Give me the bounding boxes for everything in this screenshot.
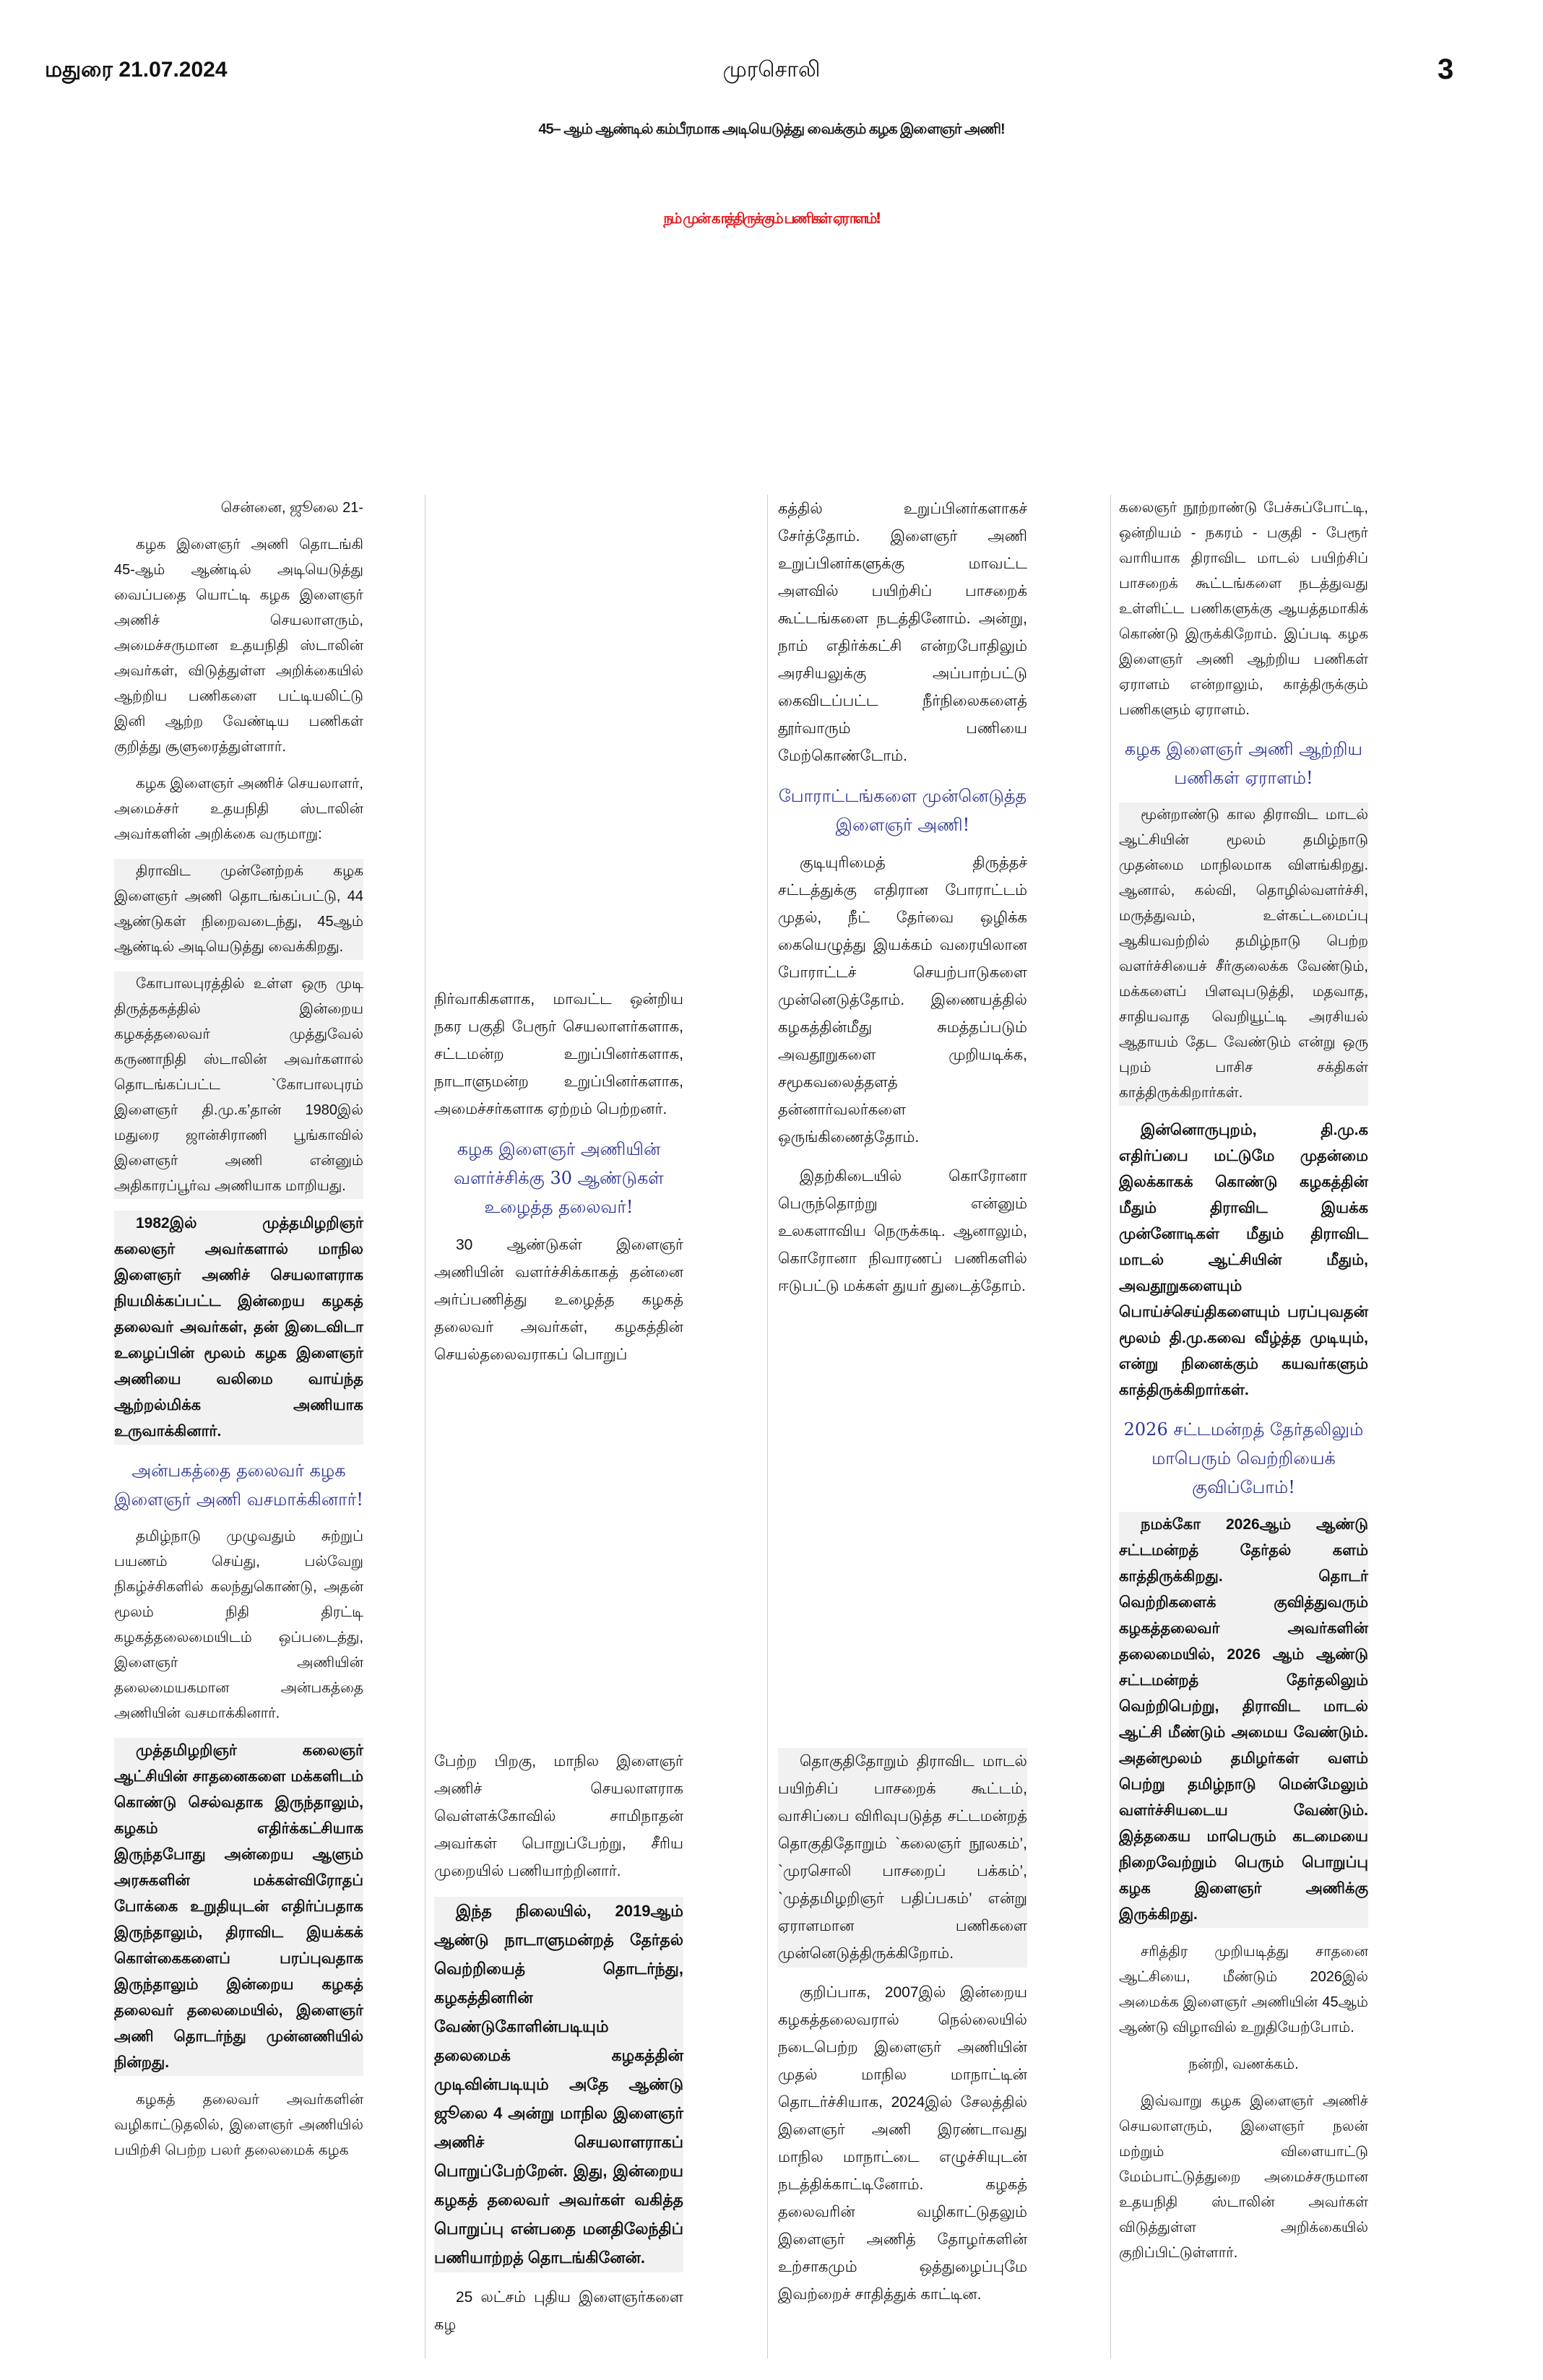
article-dateline: சென்னை, ஜூலை 21- — [220, 500, 363, 516]
column-divider — [767, 495, 768, 2358]
column-divider — [1110, 495, 1111, 2358]
paragraph: கத்தில் உறுப்பினர்களாகச் சேர்த்தோம். இளைஞர் அணி உறுப்பினர்களுக்கு மாவட்ட அளவில் பயிற்சிப் பாசறைக் கூட்டங்களை நடத்தினோம். அன்று, நாம் எதிர்க்கட்சி என்றபோதிலும் அரசியலுக்கு அப்பாற்பட்டு கைவிடப்பட்ட நீர்நிலைகளைத் தூர்வாரும் பணியை மேற்கொண்டோம். — [778, 501, 1027, 764]
paragraph: இதற்கிடையில் கொரோனா பெருந்தொற்று என்னும் உலகளாவிய நெருக்கடி. ஆனாலும், கொரோனா நிவாரணப் பணிகளில் ஈடுபட்டு மக்கள் துயர் துடைத்தோம். — [778, 1168, 1027, 1294]
subheading: கழக இளைஞர் அணி ஆற்றிய பணிகள் ஏராளம்! — [1124, 739, 1363, 788]
subheading: போராட்டங்களை முன்னெடுத்த இளைஞர் அணி! — [778, 786, 1027, 835]
page-number: 3 — [1438, 53, 1454, 85]
paragraph: கழக இளைஞர் அணி தொடங்கி 45-ஆம் ஆண்டில் அடியெடுத்து வைப்பதை யொட்டி கழக இளைஞர் அணிச் செயலாளரும், அமைச்சருமான உதயநிதி ஸ்டாலின் அவர்கள், விடுத்துள்ள அறிக்கையில் ஆற்றிய பணிகளை பட்டியலிட்டு இனி ஆற்ற வேண்டிய பணிகள் குறித்து சூளுரைத்துள்ளார். — [114, 537, 363, 755]
page-dateline: மதுரை 21.07.2024 — [45, 58, 228, 82]
article-column-3-bottom — [778, 1748, 1027, 2308]
article-column-2-bottom — [434, 1748, 683, 2339]
paragraph: மூன்றாண்டு கால திராவிட மாடல் ஆட்சியின் மூலம் தமிழ்நாடு முதன்மை மாநிலமாக விளங்கிறது. ஆனால், கல்வி, தொழில்வளர்ச்சி, மருத்துவம், உள்கட்டமைப்பு ஆகியவற்றில் தமிழ்நாடு பெற்ற வளர்ச்சியைச் சீர்குலைக்க வேண்டும், மக்களைப் பிளவுபடுத்தி, மதவாத, சாதியவாத வெறியூட்டி அரசியல் ஆதாயம் தேட வேண்டும் என்று ஒரு புறம் பாசிச சக்திகள் காத்திருக்கிறார்கள். — [1119, 802, 1368, 1106]
newspaper-name: முரசொலி — [722, 58, 821, 82]
paragraph: தமிழ்நாடு முழுவதும் சுற்றுப் பயணம் செய்து, பல்வேறு நிகழ்ச்சிகளில் கலந்துகொண்டு, அதன் மூலம் நிதி திரட்டி கழகத்தலைமையிடம் ஒப்படைத்து, இளைஞர் அணியின் தலைமையகமான அன்பகத்தை அணியின் வசமாக்கினார். — [114, 1528, 363, 1721]
paragraph: கழக இளைஞர் அணிச் செயலாளர், அமைச்சர் உதயநிதி ஸ்டாலின் அவர்களின் அறிக்கை வருமாறு: — [114, 776, 363, 842]
paragraph: கோபாலபுரத்தில் உள்ள ஒரு முடி திருத்தகத்தில் இன்றைய கழகத்தலைவர் முத்துவேல் கருணாநிதி ஸ்டாலின் அவர்களால் தொடங்கப்பட்ட `கோபாலபுரம் இளைஞர் தி.மு.க’தான் 1980இல் மதுரை ஜான்சிராணி பூங்காவில் இளைஞர் அணி என்னும் அதிகாரப்பூர்வ அணியாக மாறியது. — [114, 972, 363, 1199]
paragraph: தொகுதிதோறும் திராவிட மாடல் பயிற்சிப் பாசறைக் கூட்டம், வாசிப்பை விரிவுபடுத்த சட்டமன்றத் தொகுதிதோறும் `கலைஞர் நூலகம்’, `முரசொலி பாசறைப் பக்கம்’, `முத்தமிழறிஞர் பதிப்பகம்’ என்று ஏராளமான பணிகளை முன்னெடுத்திருக்கிறோம். — [778, 1748, 1027, 1968]
paragraph: குடியுரிமைத் திருத்தச் சட்டத்துக்கு எதிரான போராட்டம் முதல், நீட் தேர்வை ஒழிக்க கையெழுத்து இயக்கம் வரையிலான போராட்டச் செயற்பாடுகளை முன்னெடுத்தோம். இணையத்தில் கழகத்தின்மீது சுமத்தப்படும் அவதூறுகளை முறியடிக்க, சமூகவலைத்தளத் தன்னார்வலர்களை ஒருங்கிணைத்தோம். — [778, 854, 1027, 1146]
paragraph: கழகத் தலைவர் அவர்களின் வழிகாட்டுதலில், இளைஞர் அணியில் பயிற்சி பெற்ற பலர் தலைமைக் கழக — [114, 2092, 363, 2158]
paragraph: 30 ஆண்டுகள் இளைஞர் அணியின் வளர்ச்சிக்காகத் தன்னை அர்ப்பணித்து உழைத்த கழகத் தலைவர் அவர்கள், கழகத்தின் செயல்தலைவராகப் பொறுப் — [434, 1237, 683, 1363]
article-column-4 — [1119, 496, 1368, 2266]
subheading: அன்பகத்தை தலைவர் கழக இளைஞர் அணி வசமாக்கினார்! — [114, 1461, 363, 1510]
paragraph: திராவிட முன்னேற்றக் கழக இளைஞர் அணி தொடங்கப்பட்டு, 44 ஆண்டுகள் நிறைவடைந்து, 45ஆம் ஆண்டில் அடியெடுத்து வைக்கிறது. — [114, 859, 363, 960]
paragraph: சரித்திர முறியடித்து சாதனை ஆட்சியை, மீண்டும் 2026இல் அமைக்க இளைஞர் அணியின் 45ஆம் ஆண்டு விழாவில் உறுதியேற்போம். — [1119, 1944, 1368, 2035]
kicker-headline: 45– ஆம் ஆண்டில் கம்பீரமாக அடியெடுத்து வைக்கும் கழக இளைஞர் அணி! — [538, 121, 1005, 137]
subheading: 2026 சட்டமன்றத் தேர்தலிலும் மாபெரும் வெற்றியைக் குவிப்போம்! — [1123, 1419, 1364, 1497]
paragraph-bold: இந்த நிலையில், 2019ஆம் ஆண்டு நாடாளுமன்றத் தேர்தல் வெற்றியைத் தொடர்ந்து, கழகத்தினரின் வேண்டுகோளின்படியும் தலைமைக் கழகத்தின் முடிவின்படியும் அதே ஆண்டு ஜூலை 4 அன்று மாநில இளைஞர் அணிச் செயலாளராகப் பொறுப்பேற்றேன். இது, இன்றைய கழகத் தலைவர் அவர்கள் வகித்த பொறுப்பு என்பதை மனதிலேந்திப் பணியாற்றத் தொடங்கினேன். — [434, 1897, 683, 2272]
main-headline: நம் முன் காத்திருக்கும் பணிகள் ஏராளம்! — [663, 209, 880, 227]
paragraph: நிர்வாகிகளாக, மாவட்ட ஒன்றிய நகர பகுதி பேரூர் செயலாளர்களாக, சட்டமன்ற உறுப்பினர்களாக, நாடாளுமன்ற உறுப்பினர்களாக, அமைச்சர்களாக ஏற்றம் பெற்றனர். — [434, 991, 683, 1117]
paragraph-bold: முத்தமிழறிஞர் கலைஞர் ஆட்சியின் சாதனைகளை மக்களிடம் கொண்டு செல்வதாக இருந்தாலும், கழகம் எதிர்க்கட்சியாக இருந்தபோது அன்றைய ஆளும் அரசுகளின் மக்கள்விரோதப் போக்கை உறுதியுடன் எதிர்ப்பதாக இருந்தாலும், திராவிட இயக்கக் கொள்கைகளைப் பரப்புவதாக இருந்தாலும் இன்றைய கழகத் தலைவர் தலைமையில், இளைஞர் அணி தொடர்ந்து முன்னணியில் நின்றது. — [114, 1738, 363, 2076]
paragraph: கலைஞர் நூற்றாண்டு பேச்சுப்போட்டி, ஒன்றியம் - நகரம் - பகுதி - பேரூர் வாரியாக திராவிட மாடல் பயிற்சிப் பாசறைக் கூட்டங்களை நடத்துவது உள்ளிட்ட பணிகளுக்கு ஆயத்தமாகிக் கொண்டு இருக்கிறோம். இப்படி கழக இளைஞர் அணி ஆற்றிய பணிகள் ஏராளம் என்றாலும், காத்திருக்கும் பணிகளும் ஏராளம். — [1119, 500, 1368, 718]
article-column-3-top — [778, 496, 1027, 1300]
paragraph: பேற்ற பிறகு, மாநில இளைஞர் அணிச் செயலாளராக வெள்ளக்கோவில் சாமிநாதன் அவர்கள் பொறுப்பேற்று, சீரிய முறையில் பணியாற்றினார். — [434, 1753, 683, 1879]
paragraph: 25 லட்சம் புதிய இளைஞர்களை கழ — [434, 2289, 683, 2333]
paragraph-bold: 1982இல் முத்தமிழறிஞர் கலைஞர் அவர்களால் மாநில இளைஞர் அணிச் செயலாளராக நியமிக்கப்பட்ட இன்றைய கழகத் தலைவர் அவர்கள், தன் இடைவிடா உழைப்பின் மூலம் கழக இளைஞர் அணியை வலிமை வாய்ந்த ஆற்றல்மிக்க அணியாக உருவாக்கினார். — [114, 1211, 363, 1445]
article-column-2-top — [434, 986, 683, 1369]
subheading: கழக இளைஞர் அணியின் வளர்ச்சிக்கு 30 ஆண்டுகள் உழைத்த தலைவர்! — [454, 1139, 664, 1217]
article-column-1 — [114, 496, 363, 2163]
closing-thanks: நன்றி, வணக்கம். — [1188, 2056, 1299, 2072]
paragraph: இவ்வாறு கழக இளைஞர் அணிச் செயலாளரும், இளைஞர் நலன் மற்றும் விளையாட்டு மேம்பாட்டுத்துறை அமைச்சருமான உதயநிதி ஸ்டாலின் அவர்கள் விடுத்துள்ள அறிக்கையில் குறிப்பிட்டுள்ளார். — [1119, 2093, 1368, 2261]
paragraph-bold: இன்னொருபுறம், தி.மு.க எதிர்ப்பை மட்டுமே முதன்மை இலக்காகக் கொண்டு கழகத்தின் மீதும் திராவிட இயக்க முன்னோடிகள் மீதும் திராவிட மாடல் ஆட்சியின் மீதும், அவதூறுகளையும் பொய்ச்செய்திகளையும் பரப்புவதன் மூலம் தி.மு.கவை வீழ்த்த முடியும், என்று நினைக்கும் கயவர்களும் காத்திருக்கிறார்கள். — [1119, 1122, 1368, 1398]
paragraph: குறிப்பாக, 2007இல் இன்றைய கழகத்தலைவரால் நெல்லையில் நடைபெற்ற இளைஞர் அணியின் முதல் மாநில மாநாட்டின் தொடர்ச்சியாக, 2024இல் சேலத்தில் இளைஞர் அணி இரண்டாவது மாநில மாநாட்டை எழுச்சியுடன் நடத்திக்காட்டினோம். கழகத் தலைவரின் வழிகாட்டுதலும் இளைஞர் அணித் தோழர்களின் உற்சாகமும் ஒத்துழைப்புமே இவற்றைச் சாதித்துக் காட்டின. — [778, 1984, 1027, 2303]
paragraph-bold: நமக்கோ 2026ஆம் ஆண்டு சட்டமன்றத் தேர்தல் களம் காத்திருக்கிறது. தொடர் வெற்றிகளைக் குவித்துவரும் கழகத்தலைவர் அவர்களின் தலைமையில், 2026 ஆம் ஆண்டு சட்டமன்றத் தேர்தலிலும் வெற்றிபெற்று, திராவிட மாடல் ஆட்சி மீண்டும் அமைய வேண்டும். அதன்மூலம் தமிழர்கள் வளம் பெற்று தமிழ்நாடு மென்மேலும் வளர்ச்சியடைய வேண்டும். இத்தகைய மாபெரும் கடமையை நிறைவேற்றும் பெரும் பொறுப்பு கழக இளைஞர் அணிக்கு இருக்கிறது. — [1119, 1512, 1368, 1928]
